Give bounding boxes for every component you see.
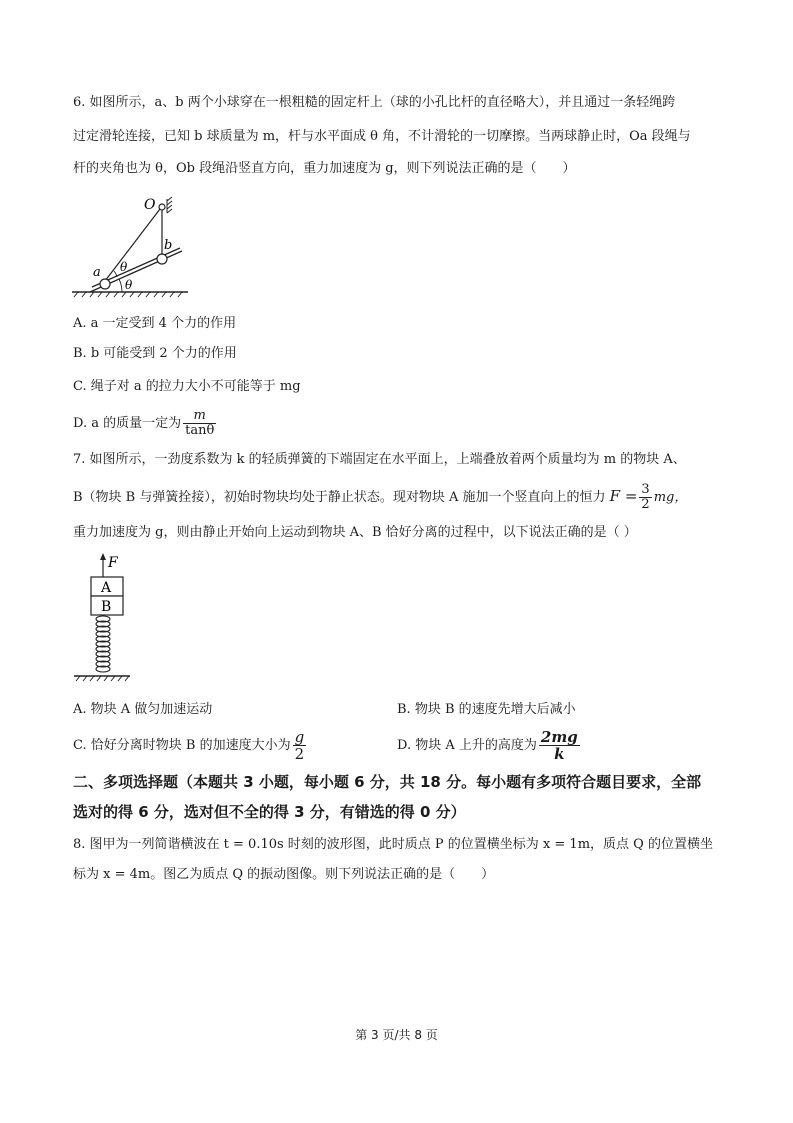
q7-force-numerator: 3 (641, 482, 650, 497)
q7-force-mg: mg， (653, 490, 688, 505)
section-2-title-line-1: 二、多项选择题（本题共 3 小题，每小题 6 分，共 18 分。每小题有多项符合题目要求，全部 (73, 773, 702, 791)
string-oa (105, 209, 160, 281)
q7-figure (72, 552, 134, 686)
ball-a (100, 279, 110, 289)
q8-stem-line-1: 8. 图甲为一列简谐横波在 t = 0.10s 时刻的波形图，此时质点 P 的位置横坐标为 x = 1m，质点 Q 的位置横坐 (73, 837, 713, 852)
ball-b (157, 254, 167, 264)
q6-option-d-numerator: m (183, 409, 216, 424)
q7-option-d-fraction (539, 729, 580, 762)
q6-option-a: A. a 一定受到 4 个力的作用 (73, 316, 237, 331)
q7-force-symbol: F = (609, 487, 638, 505)
q7-option-c-fraction (293, 729, 307, 762)
q7-option-d-numerator: 2mg (540, 728, 578, 746)
q7-option-d-prefix: D. 物块 A 上升的高度为 (397, 738, 537, 753)
section-2-title-line-2: 选对的得 6 分，选对但不全的得 3 分，有错选的得 0 分） (73, 803, 466, 821)
label-b: b (164, 238, 173, 253)
q7-stem-line-2-text: B（物块 B 与弹簧拴接），初始时物块均处于静止状态。现对物块 A 施加一个竖直向上的恒力 (73, 490, 606, 505)
q7-stem-line-2 (73, 480, 687, 514)
page-number-footer: 第 3 页/共 8 页 (355, 1028, 438, 1042)
q8-stem-line-2: 标为 x = 4m。图乙为质点 Q 的振动图像。则下列说法正确的是（ ） (73, 867, 495, 882)
q6-option-d-denominator: tanθ (185, 423, 215, 438)
q7-option-d-denominator: k (554, 745, 565, 763)
q7-option-b: B. 物块 B 的速度先增大后减小 (397, 702, 576, 717)
angle-arc-rod (119, 279, 122, 292)
q7-option-c (73, 729, 308, 763)
q6-option-d-prefix: D. a 的质量一定为 (73, 416, 182, 431)
q7-stem-line-3: 重力加速度为 g，则由静止开始向上运动到物块 A、B 恰好分离的过程中，以下说法正确的是（ ） (73, 525, 637, 540)
q6-stem-line-1: 6. 如图所示，a、b 两个小球穿在一根粗糙的固定杆上（球的小孔比杆的直径略大），并且通过一条轻绳跨 (73, 95, 676, 110)
q7-option-c-prefix: C. 恰好分离时物块 B 的加速度大小为 (73, 738, 291, 753)
label-F: F (108, 555, 118, 571)
q7-force-fraction (639, 483, 651, 512)
q7-option-d (397, 729, 582, 763)
force-arrowhead (100, 553, 106, 560)
q7-option-a: A. 物块 A 做匀加速运动 (73, 702, 213, 717)
label-theta-string: θ (120, 260, 128, 274)
q6-stem-line-3: 杆的夹角也为 θ，Ob 段绳沿竖直方向，重力加速度为 g，则下列说法正确的是（ ） (73, 161, 576, 176)
label-a: a (93, 265, 101, 280)
q6-option-b: B. b 可能受到 2 个力的作用 (73, 346, 237, 361)
q6-option-d-fraction (183, 409, 216, 438)
q6-figure (70, 193, 200, 299)
label-O: O (144, 197, 156, 213)
label-B: B (101, 599, 112, 615)
q7-option-c-denominator: 2 (294, 745, 305, 763)
q6-option-c: C. 绳子对 a 的拉力大小不可能等于 mg (73, 379, 301, 394)
q6-stem-line-2: 过定滑轮连接，已知 b 球质量为 m，杆与水平面成 θ 角，不计滑轮的一切摩擦。当两球静止时，Oa 段绳与 (73, 129, 691, 144)
q6-option-d (73, 408, 218, 440)
pulley-support (167, 197, 172, 213)
q7-force-denominator: 2 (641, 497, 650, 512)
label-theta-ground: θ (125, 278, 133, 292)
spring (96, 616, 110, 672)
label-A: A (101, 580, 112, 596)
q7-stem-line-1: 7. 如图所示，一劲度系数为 k 的轻质弹簧的下端固定在水平面上，上端叠放着两个质量均为 m 的物块 A、 (73, 452, 686, 467)
q7-option-c-numerator: g (294, 728, 305, 746)
